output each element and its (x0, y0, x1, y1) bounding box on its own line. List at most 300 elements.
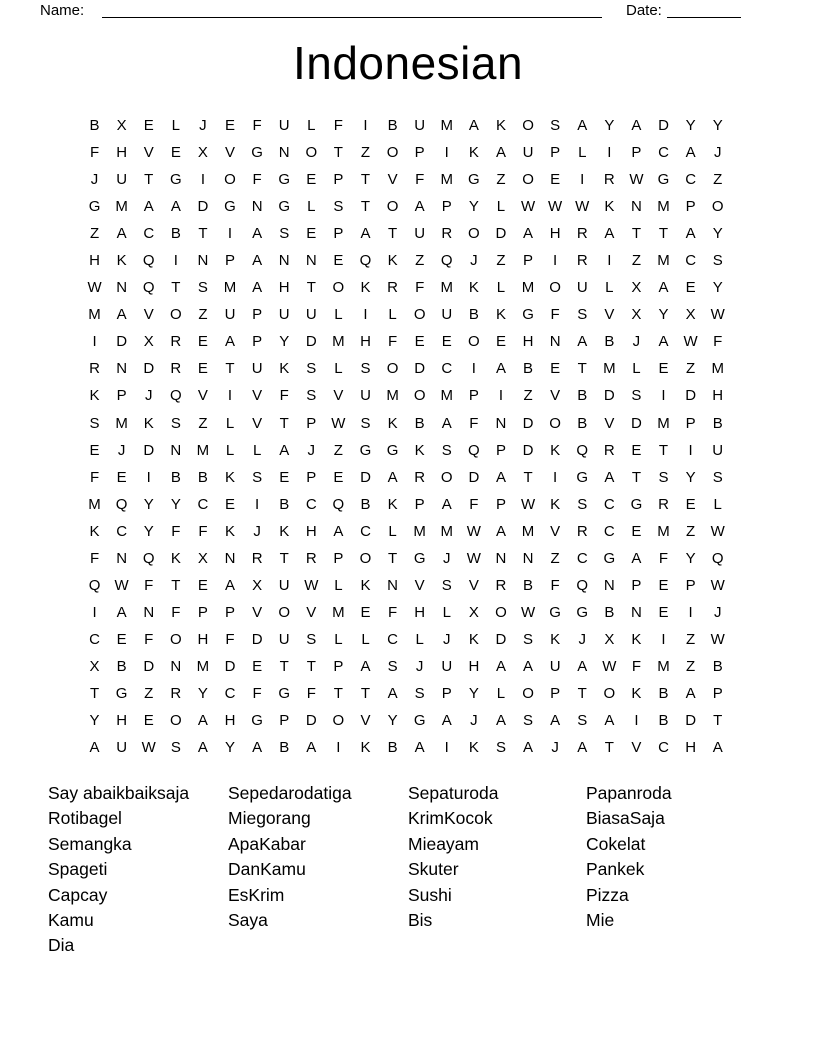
grid-letter: M (413, 522, 426, 540)
grid-letter: U (278, 117, 290, 135)
grid-letter: F (333, 117, 343, 135)
grid-letter: G (359, 441, 372, 459)
grid-letter: P (685, 576, 696, 594)
grid-letter: A (252, 252, 263, 270)
grid-letter: O (413, 387, 426, 405)
word-list-item: Say abaikbaiksaja (48, 783, 190, 803)
grid-letter: X (116, 117, 127, 135)
grid-letter: E (306, 171, 317, 189)
grid-letter: Q (115, 495, 128, 513)
grid-letter: D (305, 333, 317, 351)
grid-letter: P (414, 144, 425, 162)
grid-letter: S (252, 468, 263, 486)
grid-letter: M (115, 198, 128, 216)
grid-letter: N (387, 576, 398, 594)
grid-letter: A (387, 468, 398, 486)
grid-letter: M (603, 360, 616, 378)
grid-letter: N (305, 252, 317, 270)
grid-letter: Z (631, 252, 641, 270)
grid-letter: P (225, 603, 236, 621)
grid-letter: G (278, 685, 291, 702)
grid-letter: K (89, 522, 100, 540)
grid-letter: F (713, 333, 723, 351)
grid-letter: X (89, 657, 100, 675)
grid-letter: O (169, 306, 182, 324)
grid-letter: N (522, 549, 534, 567)
grid-letter: V (143, 144, 154, 162)
grid-letter: T (577, 360, 587, 378)
grid-letter: S (577, 306, 588, 324)
grid-letter: O (549, 279, 561, 297)
grid-letter: A (577, 333, 588, 351)
word-list-item: Sushi (408, 884, 452, 905)
grid-letter: U (251, 360, 263, 378)
word-list-item: Capcay (48, 884, 108, 905)
grid-letter: U (712, 441, 724, 459)
grid-letter: G (576, 603, 589, 621)
grid-letter: V (604, 414, 615, 432)
grid-letter: M (521, 522, 535, 540)
grid-letter: A (577, 117, 588, 135)
grid-letter: Q (711, 549, 724, 567)
grid-letter: E (279, 468, 290, 486)
grid-letter: D (658, 117, 669, 135)
grid-letter: E (658, 576, 669, 594)
grid-letter: P (441, 685, 452, 702)
grid-letter: B (712, 657, 723, 675)
grid-letter: E (495, 333, 506, 351)
grid-letter: A (116, 603, 127, 621)
grid-letter: D (522, 414, 534, 432)
grid-letter: A (170, 198, 181, 216)
grid-letter: K (143, 414, 154, 432)
grid-letter: Z (144, 685, 154, 702)
grid-letter: A (225, 333, 236, 351)
grid-letter: G (468, 171, 480, 189)
grid-letter: J (551, 739, 559, 757)
grid-letter: Y (170, 495, 181, 513)
grid-letter: J (578, 630, 586, 648)
grid-letter: U (360, 387, 371, 405)
grid-letter: R (414, 468, 426, 486)
word-list-item: Cokelat (586, 833, 646, 854)
grid-letter: Q (576, 576, 589, 594)
grid-letter: S (333, 198, 344, 216)
grid-letter: E (685, 279, 696, 297)
grid-letter: E (225, 117, 236, 135)
grid-letter: P (550, 144, 561, 162)
grid-letter: S (387, 657, 398, 675)
grid-letter: D (495, 225, 507, 243)
grid-letter: N (251, 198, 263, 216)
grid-letter: X (604, 630, 615, 648)
grid-letter: K (495, 306, 506, 324)
grid-letter: E (441, 333, 452, 351)
grid-letter: K (360, 576, 371, 594)
grid-letter: W (520, 495, 536, 513)
grid-letter: L (252, 441, 262, 459)
word-list-item: Papanroda (586, 783, 672, 803)
grid-letter: M (440, 522, 454, 540)
grid-letter: G (657, 171, 670, 189)
grid-letter: C (143, 225, 155, 243)
grid-letter: N (495, 414, 507, 432)
grid-letter: G (88, 198, 101, 216)
grid-letter: G (576, 468, 589, 486)
grid-letter: U (116, 739, 128, 757)
grid-letter: A (495, 360, 506, 378)
grid-letter: T (658, 441, 669, 459)
grid-letter: E (658, 360, 669, 378)
grid-letter: P (333, 225, 344, 243)
grid-letter: X (685, 306, 696, 324)
grid-letter: P (333, 171, 344, 189)
grid-letter: M (115, 414, 128, 432)
grid-letter: M (386, 387, 399, 405)
grid-letter: A (495, 712, 506, 730)
grid-letter: F (252, 685, 262, 702)
grid-letter: J (443, 549, 451, 567)
grid-letter: P (712, 685, 723, 702)
grid-letter: E (333, 252, 344, 270)
grid-letter: S (197, 279, 208, 297)
grid-letter: W (575, 198, 590, 216)
word-list-column (48, 781, 189, 959)
grid-letter: R (603, 171, 615, 189)
grid-letter: I (92, 333, 97, 351)
grid-letter: J (199, 117, 207, 135)
grid-letter: V (252, 387, 263, 405)
grid-letter: W (520, 198, 536, 216)
grid-letter: U (441, 306, 453, 324)
grid-letter: G (278, 198, 291, 216)
grid-letter: A (89, 739, 100, 757)
grid-letter: K (170, 549, 181, 567)
grid-letter: X (631, 306, 642, 324)
grid-letter: A (685, 685, 696, 702)
grid-letter: B (197, 468, 208, 486)
grid-letter: N (170, 657, 182, 675)
grid-letter: Z (360, 144, 371, 162)
grid-letter: B (577, 387, 588, 405)
grid-letter: E (116, 468, 127, 486)
grid-letter: O (468, 225, 480, 243)
grid-letter: M (440, 387, 454, 405)
grid-letter: R (89, 360, 100, 378)
grid-letter: L (632, 360, 641, 378)
grid-letter: S (577, 712, 588, 730)
grid-letter: A (360, 657, 371, 675)
grid-letter: N (224, 549, 236, 567)
grid-letter: G (251, 144, 263, 162)
grid-letter: I (553, 468, 558, 486)
grid-letter: B (523, 576, 534, 594)
grid-letter: F (550, 306, 560, 324)
grid-letter: C (89, 630, 100, 648)
grid-letter: L (334, 630, 343, 648)
grid-letter: I (607, 252, 612, 270)
grid-letter: R (441, 225, 453, 243)
grid-letter: A (523, 739, 534, 757)
grid-letter: H (712, 387, 724, 405)
word-list-item: EsKrim (228, 884, 285, 905)
grid-letter: Z (415, 252, 425, 270)
grid-letter: Z (496, 252, 506, 270)
grid-letter: S (523, 712, 534, 730)
grid-letter: Q (576, 441, 589, 459)
grid-letter: A (116, 225, 127, 243)
grid-letter: Y (225, 739, 236, 757)
grid-letter: B (658, 685, 669, 702)
grid-letter: T (279, 549, 289, 567)
grid-letter: P (333, 549, 344, 567)
page-title: Indonesian (292, 37, 524, 89)
grid-letter: T (360, 171, 371, 189)
grid-letter: L (496, 685, 506, 702)
grid-letter: E (333, 468, 344, 486)
grid-letter: V (631, 739, 642, 757)
grid-letter: W (710, 306, 725, 324)
grid-letter: G (224, 198, 236, 216)
grid-letter: P (523, 252, 534, 270)
grid-letter: P (116, 387, 127, 405)
grid-letter: B (360, 495, 371, 513)
grid-letter: N (631, 603, 642, 621)
word-list-item: Sepaturoda (408, 783, 499, 803)
grid-letter: I (336, 739, 341, 757)
word-list-item: BiasaSaja (586, 808, 665, 829)
grid-letter: E (89, 441, 100, 459)
grid-letter: A (658, 333, 669, 351)
grid-letter: T (577, 685, 587, 702)
grid-letter: H (197, 630, 209, 648)
grid-letter: L (171, 117, 180, 135)
grid-letter: C (658, 739, 669, 757)
grid-letter: Z (89, 225, 100, 243)
grid-letter: A (685, 225, 696, 243)
grid-letter: A (577, 739, 588, 757)
word-list-item: Semangka (48, 833, 132, 854)
grid-letter: T (279, 657, 289, 675)
grid-letter: D (685, 712, 697, 730)
grid-letter: O (522, 171, 534, 189)
grid-letter: C (576, 549, 588, 567)
grid-letter: O (278, 603, 291, 621)
grid-letter: Q (142, 279, 155, 297)
word-list-item: Rotibagel (48, 808, 122, 829)
grid-letter: A (604, 225, 615, 243)
grid-letter: U (414, 117, 426, 135)
grid-letter: Q (142, 252, 155, 270)
word-list-item: Pankek (586, 859, 645, 880)
grid-letter: B (387, 117, 398, 135)
grid-letter: W (548, 198, 563, 216)
grid-letter: Z (198, 306, 208, 324)
grid-letter: Y (279, 333, 290, 351)
grid-letter: F (171, 522, 181, 540)
grid-letter: A (441, 712, 452, 730)
grid-letter: Q (88, 576, 101, 594)
grid-letter: Q (332, 495, 345, 513)
grid-letter: A (523, 657, 534, 675)
grid-letter: Z (686, 522, 696, 540)
grid-letter: G (630, 495, 643, 513)
grid-letter: L (307, 117, 316, 135)
grid-letter: V (252, 414, 263, 432)
grid-letter: W (141, 739, 156, 757)
grid-letter: I (471, 360, 476, 378)
word-list-item: Sepedarodatiga (228, 783, 352, 803)
grid-letter: S (306, 360, 317, 378)
grid-letter: M (657, 657, 670, 675)
grid-letter: K (387, 495, 398, 513)
grid-letter: F (89, 468, 100, 486)
grid-letter: A (631, 549, 642, 567)
grid-letter: I (553, 252, 558, 270)
grid-letter: P (414, 495, 425, 513)
grid-letter: Z (523, 387, 533, 405)
grid-letter: R (305, 549, 317, 567)
grid-letter: T (171, 279, 181, 297)
grid-letter: I (661, 630, 666, 648)
grid-letter: D (631, 414, 642, 432)
grid-letter: D (495, 630, 507, 648)
grid-letter: Y (685, 117, 696, 135)
word-list-column (228, 781, 352, 933)
grid-letter: X (631, 279, 642, 297)
grid-letter: E (306, 225, 317, 243)
grid-letter: C (116, 522, 128, 540)
grid-letter: A (550, 712, 561, 730)
word-list-item: Saya (228, 909, 268, 930)
grid-letter: K (550, 630, 561, 648)
grid-letter: J (90, 171, 99, 189)
grid-letter: Y (468, 685, 479, 702)
grid-letter: O (305, 144, 318, 162)
grid-letter: Z (198, 414, 208, 432)
grid-letter: I (498, 387, 504, 405)
grid-letter: A (523, 225, 534, 243)
word-list-item: Dia (48, 935, 75, 956)
grid-letter: C (197, 495, 209, 513)
grid-letter: T (631, 225, 641, 243)
grid-letter: M (332, 333, 345, 351)
word-list-item: Kamu (48, 909, 94, 930)
grid-letter: W (710, 630, 725, 648)
grid-letter: O (413, 306, 426, 324)
grid-letter: M (657, 414, 670, 432)
grid-letter: K (468, 739, 479, 757)
grid-letter: D (143, 441, 155, 459)
grid-letter: E (550, 171, 561, 189)
grid-letter: O (359, 549, 372, 567)
grid-letter: R (170, 360, 182, 378)
grid-letter: N (116, 360, 128, 378)
grid-letter: Z (333, 441, 343, 459)
grid-letter: A (225, 576, 236, 594)
word-list-item: Miegorang (228, 808, 311, 829)
grid-letter: P (495, 495, 506, 513)
grid-letter: T (306, 279, 316, 297)
grid-letter: S (658, 468, 669, 486)
grid-letter: T (658, 225, 669, 243)
grid-letter: F (415, 171, 425, 189)
grid-letter: M (711, 360, 724, 378)
grid-letter: N (495, 549, 507, 567)
grid-letter: O (522, 685, 534, 702)
grid-letter: K (279, 522, 290, 540)
grid-letter: T (604, 739, 614, 757)
grid-letter: B (387, 739, 398, 757)
grid-letter: F (225, 630, 235, 648)
grid-letter: Y (712, 279, 723, 297)
grid-letter: S (550, 117, 561, 135)
grid-letter: S (495, 739, 506, 757)
grid-letter: X (143, 333, 154, 351)
grid-letter: I (688, 441, 693, 459)
grid-letter: E (550, 360, 561, 378)
grid-letter: M (332, 603, 345, 621)
grid-letter: P (279, 712, 290, 730)
grid-letter: T (713, 712, 723, 730)
grid-letter: V (252, 603, 263, 621)
grid-letter: V (333, 387, 344, 405)
grid-letter: M (196, 657, 210, 675)
grid-letter: V (550, 387, 561, 405)
word-list (0, 781, 816, 961)
grid-letter: K (89, 387, 100, 405)
grid-letter: L (388, 522, 397, 540)
grid-letter: C (305, 495, 317, 513)
grid-letter: O (169, 630, 182, 648)
grid-letter: K (631, 685, 642, 702)
grid-letter: B (604, 603, 615, 621)
grid-letter: F (89, 549, 100, 567)
grid-letter: S (306, 630, 317, 648)
grid-letter: E (143, 712, 154, 730)
grid-letter: N (603, 576, 615, 594)
grid-letter: B (658, 712, 669, 730)
grid-letter: M (223, 279, 237, 297)
grid-letter: O (711, 198, 724, 216)
grid-letter: A (495, 144, 506, 162)
grid-letter: I (444, 739, 449, 757)
grid-letter: K (631, 630, 642, 648)
word-list-column (586, 781, 672, 933)
grid-letter: D (305, 712, 317, 730)
grid-letter: O (522, 117, 534, 135)
grid-letter: S (577, 495, 588, 513)
grid-letter: H (89, 252, 100, 270)
grid-letter: X (197, 549, 208, 567)
grid-letter: I (634, 712, 639, 730)
grid-letter: S (306, 387, 317, 405)
word-list-item: Spageti (48, 859, 108, 880)
word-list-item: Mieayam (408, 833, 479, 854)
grid-letter: C (658, 144, 669, 162)
grid-letter: S (360, 360, 371, 378)
grid-letter: A (333, 522, 344, 540)
grid-letter: G (603, 549, 616, 567)
grid-letter: R (387, 279, 398, 297)
grid-letter: I (580, 171, 585, 189)
grid-letter: K (225, 468, 236, 486)
grid-letter: O (386, 144, 399, 162)
grid-letter: T (333, 144, 343, 162)
grid-letter: U (441, 657, 453, 675)
grid-letter: Y (685, 549, 696, 567)
grid-letter: T (306, 657, 316, 675)
